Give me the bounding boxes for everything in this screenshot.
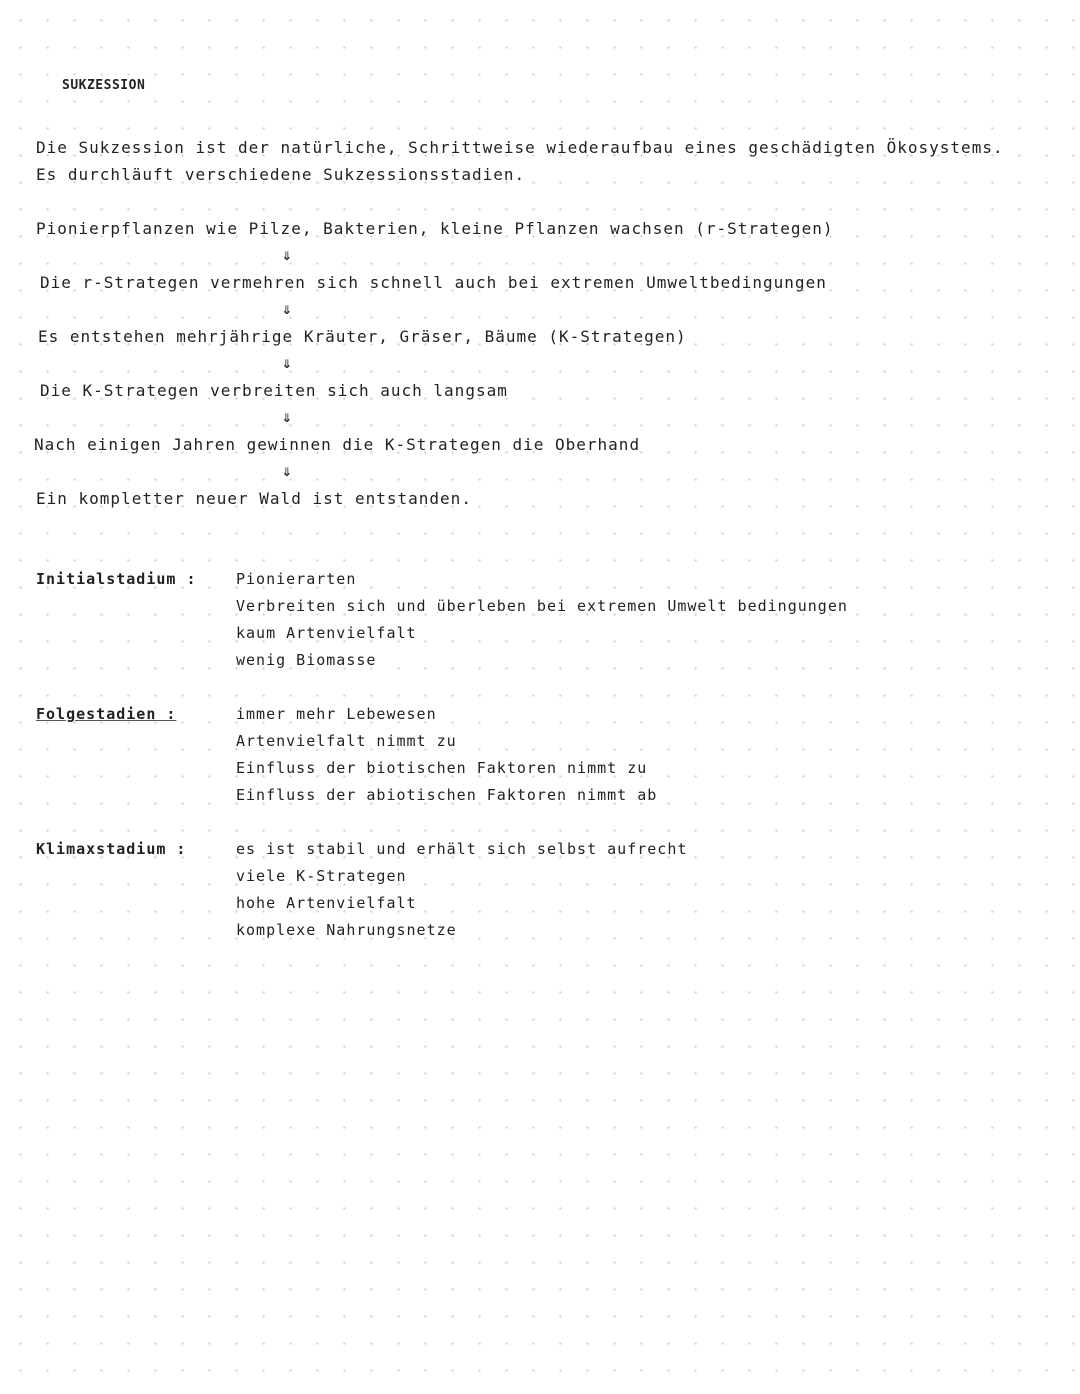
page-title: SUKZESSION [62, 78, 146, 93]
stage-point: hohe Artenvielfalt [236, 894, 417, 912]
stage-point: komplexe Nahrungsnetze [236, 921, 457, 939]
stage-point: Verbreiten sich und überleben bei extremen Umwelt bedingungen [236, 597, 848, 615]
stage-label-initial: Initialstadium : [36, 570, 197, 588]
flow-step-3: Es entstehen mehrjährige Kräuter, Gräser, Bäume (K-Strategen) [38, 327, 687, 346]
flow-step-4: Die K-Strategen verbreiten sich auch langsam [40, 381, 508, 400]
intro-line-2: Es durchläuft verschiedene Sukzessionsstadien. [36, 165, 526, 184]
down-arrow-icon: ⇓ [282, 299, 292, 318]
stage-point: viele K-Strategen [236, 867, 407, 885]
stage-point: immer mehr Lebewesen [236, 705, 437, 723]
stage-point: Einfluss der abiotischen Faktoren nimmt ab [236, 786, 658, 804]
down-arrow-icon: ⇓ [282, 245, 292, 264]
down-arrow-icon: ⇓ [282, 461, 292, 480]
stage-label-follow: Folgestadien : [36, 705, 177, 723]
flow-step-6: Ein kompletter neuer Wald ist entstanden. [36, 489, 472, 508]
down-arrow-icon: ⇓ [282, 407, 292, 426]
stage-point: es ist stabil und erhält sich selbst aufrecht [236, 840, 688, 858]
stage-point: wenig Biomasse [236, 651, 377, 669]
stage-point: kaum Artenvielfalt [236, 624, 417, 642]
stage-point: Einfluss der biotischen Faktoren nimmt zu [236, 759, 648, 777]
stage-label-climax: Klimaxstadium : [36, 840, 187, 858]
intro-line-1: Die Sukzession ist der natürliche, Schrittweise wiederaufbau eines geschädigten Ökosystems. [36, 138, 1004, 157]
flow-step-1: Pionierpflanzen wie Pilze, Bakterien, kleine Pflanzen wachsen (r-Strategen) [36, 219, 834, 238]
stage-point: Artenvielfalt nimmt zu [236, 732, 457, 750]
stage-point: Pionierarten [236, 570, 357, 588]
flow-step-2: Die r-Strategen vermehren sich schnell auch bei extremen Umweltbedingungen [40, 273, 827, 292]
flow-step-5: Nach einigen Jahren gewinnen die K-Strategen die Oberhand [34, 435, 641, 454]
down-arrow-icon: ⇓ [282, 353, 292, 372]
